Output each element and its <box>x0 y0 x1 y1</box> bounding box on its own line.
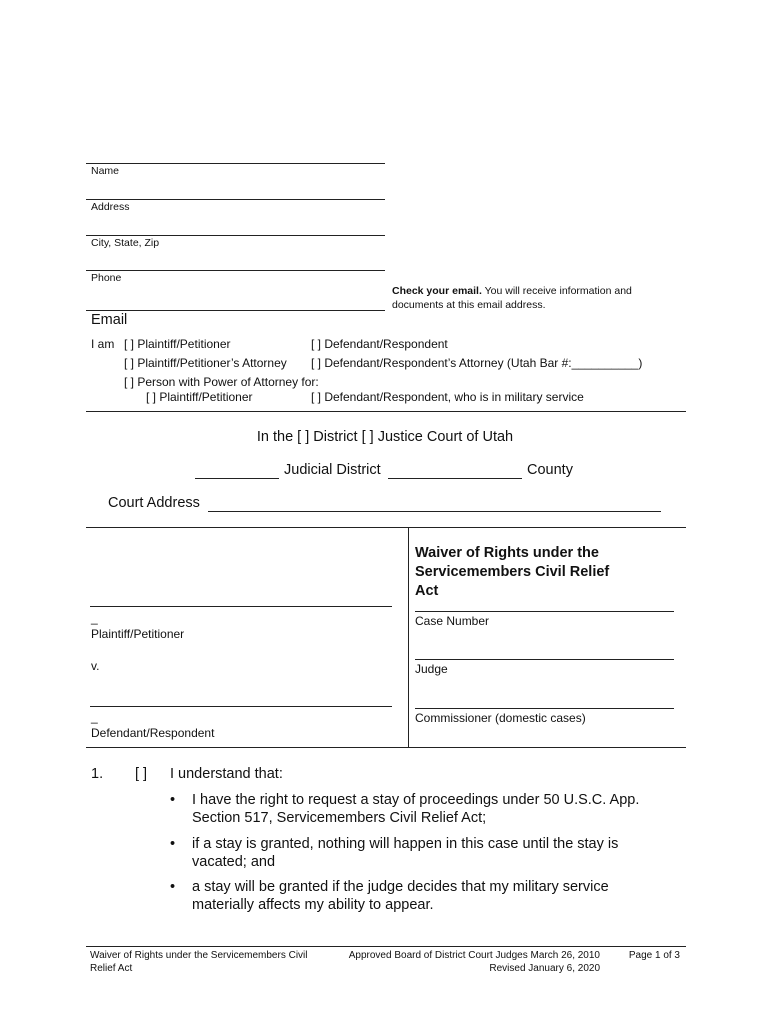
city-label: City, State, Zip <box>91 237 160 249</box>
footer-revised-date: Revised January 6, 2020 <box>489 963 600 974</box>
option-poa-plaintiff: [ ] Plaintiff/Petitioner <box>146 390 253 404</box>
district-blank <box>195 478 279 479</box>
item-intro: I understand that: <box>170 766 283 782</box>
plaintiff-label: Plaintiff/Petitioner <box>91 627 185 641</box>
footer-form-title: Waiver of Rights under the Servicemembers Civil Relief Act <box>90 950 308 974</box>
option-defendant: [ ] Defendant/Respondent <box>311 337 448 351</box>
footer-approval-date: Approved Board of District Court Judges March 26, 2010 <box>348 950 600 961</box>
address-line <box>86 199 385 200</box>
page-number: Page 1 of 3 <box>628 950 680 961</box>
caption-bottom-border <box>86 747 686 748</box>
phone-line <box>86 270 385 271</box>
name-line <box>86 163 385 164</box>
plaintiff-blank <box>90 606 392 607</box>
bullet-dot: • <box>170 836 176 852</box>
defendant-label: Defendant/Respondent <box>91 726 215 740</box>
name-label: Name <box>91 165 120 177</box>
email-label: Email <box>91 312 128 328</box>
phone-label: Phone <box>91 272 122 284</box>
bullet-item: a stay will be granted if the judge decides that my military service materially affects my ability to appear. <box>192 879 609 913</box>
option-poa-defendant: [ ] Defendant/Respondent, who is in military service <box>311 390 584 404</box>
defendant-underscore: _ <box>91 710 98 724</box>
caption-top-border <box>86 527 686 528</box>
bullet-item: I have the right to request a stay of proceedings under 50 U.S.C. App. Section 517, Servicemembers Civil Relief Act; <box>192 792 640 826</box>
email-note <box>392 284 672 312</box>
item-number: 1. <box>91 766 104 782</box>
versus-label: v. <box>91 659 100 673</box>
bullet-dot: • <box>170 792 176 808</box>
commissioner-label: Commissioner (domestic cases) <box>415 711 586 725</box>
case-number-blank <box>415 611 674 612</box>
document-title: Waiver of Rights under the Servicemembers Civil Relief Act <box>415 545 610 599</box>
email-note-rest: You will receive information and documents at this email address. <box>392 285 632 311</box>
court-address-blank <box>208 511 661 512</box>
option-power-of-attorney: [ ] Person with Power of Attorney for: <box>124 375 319 389</box>
commissioner-blank <box>415 708 674 709</box>
judge-blank <box>415 659 674 660</box>
option-plaintiff: [ ] Plaintiff/Petitioner <box>124 337 231 351</box>
iam-prefix: I am <box>91 337 115 351</box>
footer-divider <box>86 946 686 947</box>
court-address-label: Court Address <box>108 495 200 511</box>
option-defendant-attorney: [ ] Defendant/Respondent’s Attorney (Utah Bar #:__________) <box>311 356 643 370</box>
county-label: County <box>527 462 573 478</box>
plaintiff-underscore: _ <box>91 611 98 625</box>
judge-label: Judge <box>415 662 448 676</box>
county-blank <box>388 478 522 479</box>
bullet-item: if a stay is granted, nothing will happen in this case until the stay is vacated; and <box>192 836 619 870</box>
defendant-blank <box>90 706 392 707</box>
email-line <box>86 310 385 311</box>
bullet-dot: • <box>170 879 176 895</box>
caption-divider <box>408 527 409 747</box>
item-checkbox: [ ] <box>135 766 148 782</box>
header-divider <box>86 411 686 412</box>
option-plaintiff-attorney: [ ] Plaintiff/Petitioner’s Attorney <box>124 356 287 370</box>
judicial-district-label: Judicial District <box>284 462 381 478</box>
court-line: In the [ ] District [ ] Justice Court of Utah <box>256 429 514 445</box>
case-number-label: Case Number <box>415 614 490 628</box>
email-note-bold: Check your email. <box>392 285 482 297</box>
city-line <box>86 235 385 236</box>
address-label: Address <box>91 201 130 213</box>
